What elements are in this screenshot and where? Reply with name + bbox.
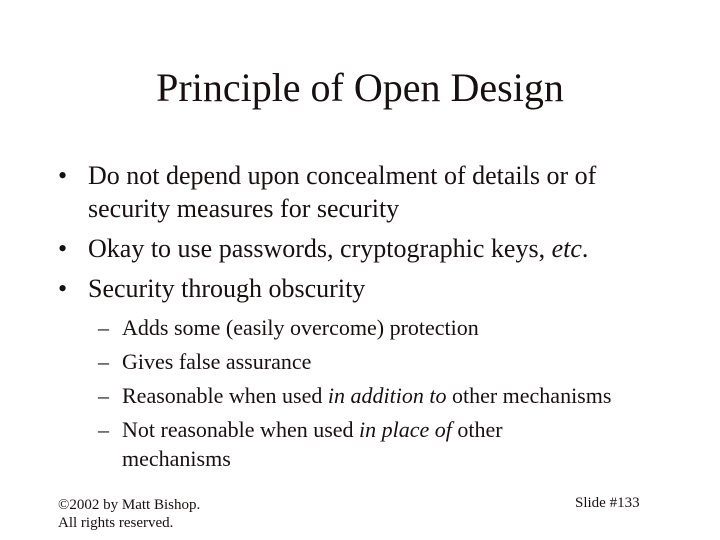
copyright-line-1: ©2002 by Matt Bishop. xyxy=(58,497,201,513)
sub-bullet-item xyxy=(0,381,720,410)
bullet-item xyxy=(0,272,720,305)
dash-marker: – xyxy=(98,417,109,442)
sub-bullet-item xyxy=(0,347,720,376)
bullet-text: Okay to use passwords, cryptographic keys, etc. xyxy=(88,234,589,263)
bullet-text: Security through obscurity xyxy=(88,274,366,303)
bullet-item xyxy=(0,232,720,265)
bullet-text: Not reasonable when used in place of other mechanisms xyxy=(122,417,503,471)
dash-marker: – xyxy=(98,315,109,340)
bullet-item xyxy=(0,159,720,225)
copyright-line-2: All rights reserved. xyxy=(58,515,174,531)
copyright-notice xyxy=(58,496,200,532)
bullet-text: Do not depend upon concealment of details or of security measures for security xyxy=(88,161,597,223)
dash-marker: – xyxy=(98,349,109,374)
sub-bullet-item xyxy=(0,313,720,342)
dash-marker: – xyxy=(98,383,109,408)
bullet-marker: • xyxy=(58,161,68,190)
bullet-list xyxy=(0,159,720,473)
bullet-marker: • xyxy=(58,274,68,303)
slide-number: Slide #133 xyxy=(575,495,640,511)
slide-title: Principle of Open Design xyxy=(156,65,564,110)
bullet-text: Reasonable when used in addition to other mechanisms xyxy=(122,383,612,408)
bullet-text: Gives false assurance xyxy=(122,349,312,374)
bullet-marker: • xyxy=(58,234,68,263)
bullet-text: Adds some (easily overcome) protection xyxy=(122,315,479,340)
sub-bullet-item xyxy=(0,415,720,473)
